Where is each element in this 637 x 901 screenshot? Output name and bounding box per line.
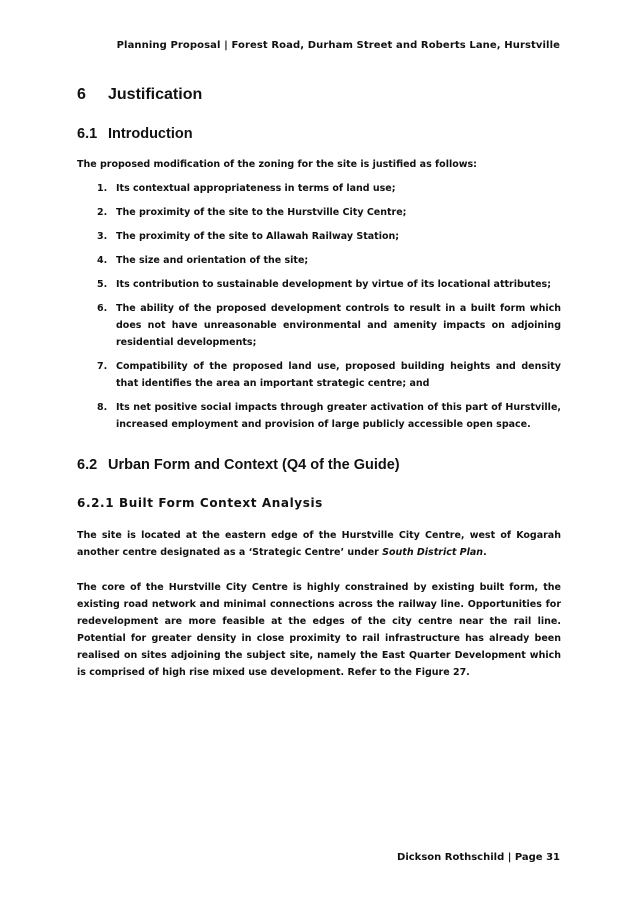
list-text: The proximity of the site to the Hurstville City Centre; — [116, 207, 407, 218]
list-item — [77, 276, 561, 293]
section-6-heading — [77, 86, 202, 104]
list-number: 5. — [97, 279, 108, 290]
section-number: 6.2 — [77, 457, 98, 473]
list-item — [77, 252, 561, 269]
list-text: Its contribution to sustainable development by virtue of its locational attributes; — [116, 279, 551, 290]
paragraph-city-centre-core: The core of the Hurstville City Centre is highly constrained by existing built form, the existing road network and minimal connections across the railway line. Opportunities for redevelopment are more feasible at the edges of the city centre near the rail line. Potential for greater density in close proximity to rail infrastructure has already been realised on sites adjoining the subject site, namely the East Quarter Development which is comprised of high rise mixed use development. Refer to the Figure 27. — [77, 582, 561, 678]
section-6-2-1-heading: 6.2.1 Built Form Context Analysis — [77, 496, 323, 510]
section-title: Introduction — [108, 126, 193, 142]
section-title: Justification — [108, 86, 203, 103]
list-text: Its contextual appropriateness in terms of land use; — [116, 183, 396, 194]
list-item — [77, 300, 561, 351]
section-title: Urban Form and Context (Q4 of the Guide) — [108, 457, 400, 473]
section-number: 6.1 — [77, 126, 98, 142]
list-number: 2. — [97, 207, 108, 218]
paragraph-site-location — [77, 527, 561, 561]
list-number: 3. — [97, 231, 108, 242]
section-6-1-heading — [77, 126, 193, 142]
list-text: The ability of the proposed development controls to result in a built form which does not have unreasonable environmental and amenity impacts on adjoining residential developments; — [116, 303, 561, 348]
list-number: 6. — [97, 303, 108, 314]
paragraph-text: The site is located at the eastern edge of the Hurstville City Centre, west of Kogarah another centre designated as a ‘Strategic Centre’ under — [77, 530, 561, 558]
page-footer: Dickson Rothschild | Page 31 — [397, 852, 560, 863]
list-number: 1. — [97, 183, 108, 194]
section-number: 6 — [77, 86, 86, 103]
list-text: Its net positive social impacts through greater activation of this part of Hurstville, increased employment and provision of large publicly accessible open space. — [116, 402, 561, 430]
list-text: The proximity of the site to Allawah Railway Station; — [116, 231, 400, 242]
justification-list — [77, 180, 561, 440]
list-item — [77, 180, 561, 197]
section-6-2-heading — [77, 457, 400, 473]
list-number: 7. — [97, 361, 108, 372]
paragraph-end: . — [483, 547, 487, 558]
plan-name: South District Plan — [382, 547, 484, 558]
list-item — [77, 399, 561, 433]
list-number: 4. — [97, 255, 108, 266]
list-item — [77, 358, 561, 392]
list-number: 8. — [97, 402, 108, 413]
list-text: Compatibility of the proposed land use, proposed building heights and density that identifies the area an important strategic centre; and — [116, 361, 561, 389]
intro-paragraph: The proposed modification of the zoning for the site is justified as follows: — [77, 159, 477, 170]
page-header: Planning Proposal | Forest Road, Durham Street and Roberts Lane, Hurstville — [116, 40, 560, 51]
list-item — [77, 204, 561, 221]
list-item — [77, 228, 561, 245]
list-text: The size and orientation of the site; — [116, 255, 309, 266]
